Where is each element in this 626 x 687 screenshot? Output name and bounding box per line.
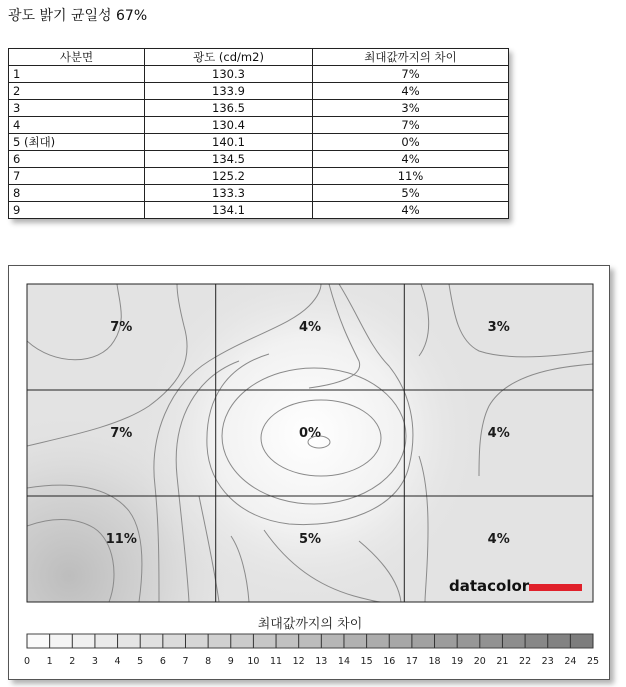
cell-luminance: 134.5 <box>145 151 313 168</box>
table-row <box>9 202 509 219</box>
scale-segment <box>570 634 593 648</box>
cell-quadrant: 8 <box>9 185 145 202</box>
scale-title: 최대값까지의 차이 <box>257 617 363 632</box>
scale-tick-label: 11 <box>269 656 283 667</box>
cell-difference: 7% <box>313 117 509 134</box>
cell-luminance: 130.4 <box>145 117 313 134</box>
scale-tick-label: 6 <box>159 656 166 667</box>
table-row <box>9 66 509 83</box>
scale-segment <box>548 634 571 648</box>
scale-tick-label: 4 <box>114 656 121 667</box>
cell-quadrant: 5 (최대) <box>9 134 145 151</box>
scale-tick-label: 2 <box>69 656 76 667</box>
scale-segment <box>140 634 163 648</box>
uniformity-table-container <box>8 48 508 219</box>
cell-difference: 11% <box>313 168 509 185</box>
scale-segment <box>525 634 548 648</box>
scale-segment <box>480 634 503 648</box>
uniformity-heatmap <box>9 266 609 679</box>
scale-segment <box>344 634 367 648</box>
scale-segment <box>27 634 50 648</box>
cell-quadrant: 4 <box>9 117 145 134</box>
quadrant-label-9: 4% <box>487 532 510 547</box>
scale-tick-label: 5 <box>137 656 144 667</box>
scale-segment <box>299 634 322 648</box>
quadrant-label-7: 11% <box>105 532 137 547</box>
scale-tick-label: 21 <box>496 656 509 667</box>
scale-segment <box>276 634 299 648</box>
cell-quadrant: 2 <box>9 83 145 100</box>
cell-quadrant: 3 <box>9 100 145 117</box>
scale-segment <box>367 634 390 648</box>
scale-tick-label: 24 <box>564 656 577 667</box>
scale-tick-label: 9 <box>227 656 234 667</box>
scale-tick-label: 23 <box>541 656 554 667</box>
cell-difference: 4% <box>313 83 509 100</box>
quadrant-label-1: 7% <box>110 320 133 335</box>
table-header-row <box>9 49 509 66</box>
cell-difference: 4% <box>313 202 509 219</box>
scale-segment <box>72 634 95 648</box>
cell-quadrant: 9 <box>9 202 145 219</box>
quadrant-label-2: 4% <box>298 320 322 335</box>
header-quadrant: 사분면 <box>9 49 145 66</box>
cell-quadrant: 6 <box>9 151 145 168</box>
scale-tick-label: 19 <box>451 656 464 667</box>
quadrant-label-3: 3% <box>487 320 510 335</box>
scale-tick-label: 7 <box>182 656 189 667</box>
quadrant-label-8: 5% <box>298 532 322 547</box>
scale-tick-label: 3 <box>91 656 98 667</box>
scale-segment <box>118 634 141 648</box>
scale-tick-label: 22 <box>519 656 532 667</box>
scale-tick-label: 15 <box>360 656 373 667</box>
scale-tick-label: 10 <box>247 656 260 667</box>
scale-segment <box>389 634 412 648</box>
table-row <box>9 185 509 202</box>
scale-segment <box>412 634 435 648</box>
uniformity-table <box>8 48 509 219</box>
scale-segment <box>163 634 186 648</box>
scale-tick-label: 25 <box>586 656 600 667</box>
scale-segment <box>185 634 208 648</box>
table-row <box>9 100 509 117</box>
scale-tick-label: 8 <box>205 656 212 667</box>
cell-luminance: 134.1 <box>145 202 313 219</box>
cell-difference: 3% <box>313 100 509 117</box>
scale-segment <box>95 634 118 648</box>
scale-tick-label: 12 <box>292 656 305 667</box>
quadrant-label-6: 4% <box>487 426 510 441</box>
scale-tick-label: 1 <box>46 656 53 667</box>
scale-tick-label: 0 <box>23 656 31 667</box>
header-luminance: 광도 (cd/m2) <box>145 49 313 66</box>
table-row <box>9 168 509 185</box>
scale-segment <box>253 634 276 648</box>
cell-luminance: 133.9 <box>145 83 313 100</box>
scale-segment <box>50 634 73 648</box>
scale-segment <box>502 634 525 648</box>
scale-segment <box>435 634 458 648</box>
table-row <box>9 117 509 134</box>
scale-tick-label: 16 <box>383 656 396 667</box>
cell-luminance: 125.2 <box>145 168 313 185</box>
scale-segment <box>208 634 231 648</box>
quadrant-label-4: 7% <box>110 426 133 441</box>
table-row <box>9 83 509 100</box>
table-row <box>9 134 509 151</box>
cell-quadrant: 1 <box>9 66 145 83</box>
page-title: 광도 밝기 균일성 67% <box>8 8 148 24</box>
table-row <box>9 151 509 168</box>
cell-luminance: 136.5 <box>145 100 313 117</box>
logo-bar <box>529 584 582 591</box>
scale-tick-label: 14 <box>337 656 351 667</box>
scale-tick-label: 20 <box>473 656 486 667</box>
scale-segment <box>457 634 480 648</box>
uniformity-heatmap-panel <box>8 265 610 680</box>
scale-tick-label: 13 <box>315 656 328 667</box>
quadrant-label-5: 0% <box>298 426 322 441</box>
difference-scale <box>24 634 599 667</box>
logo-text: datacolor <box>449 577 530 595</box>
cell-luminance: 133.3 <box>145 185 313 202</box>
cell-quadrant: 7 <box>9 168 145 185</box>
cell-difference: 4% <box>313 151 509 168</box>
scale-tick-label: 17 <box>405 656 418 667</box>
cell-luminance: 140.1 <box>145 134 313 151</box>
scale-segment <box>321 634 344 648</box>
cell-luminance: 130.3 <box>145 66 313 83</box>
scale-segment <box>231 634 254 648</box>
header-difference: 최대값까지의 차이 <box>313 49 509 66</box>
cell-difference: 5% <box>313 185 509 202</box>
cell-difference: 7% <box>313 66 509 83</box>
cell-difference: 0% <box>313 134 509 151</box>
scale-tick-label: 18 <box>428 656 441 667</box>
